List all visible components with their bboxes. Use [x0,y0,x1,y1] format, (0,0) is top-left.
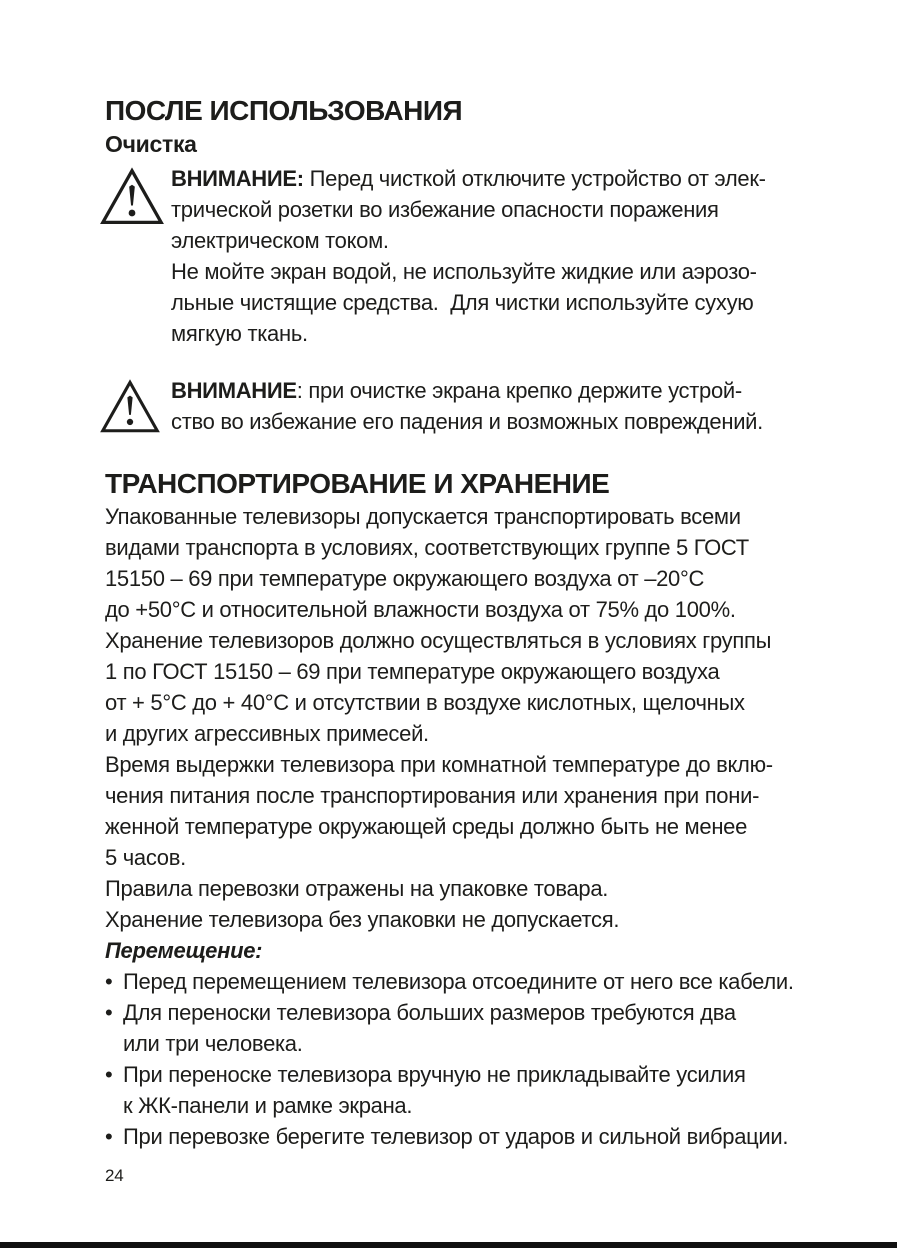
bullet-line: При переноске телевизора вручную не прикладывайте усилия [123,1062,746,1087]
section-transport-storage [105,467,815,1152]
list-item [105,1059,815,1121]
paragraph-line: Хранение телевизора без упаковки не допускается. [105,907,620,932]
movement-bullet-list [105,966,815,1152]
paragraph-line: 5 часов. [105,845,186,870]
bullet-line: или три человека. [123,1031,303,1056]
bullet-line: к ЖК-панели и рамке экрана. [123,1093,413,1118]
movement-subtitle: Перемещение: [105,938,263,963]
warning-line: Не мойте экран водой, не используйте жидкие или аэрозо- [171,259,757,284]
bullet-icon: • [105,1000,113,1025]
manual-page-content [105,94,815,1152]
subsection-title-cleaning: Очистка [105,131,197,157]
warning-line: льные чистящие средства. Для чистки используйте сухую [171,290,754,315]
section-title-transport: ТРАНСПОРТИРОВАНИЕ И ХРАНЕНИЕ [105,468,610,499]
paragraph-line: и других агрессивных примесей. [105,721,429,746]
paragraph-line: Время выдержки телевизора при комнатной температуре до вклю- [105,752,773,777]
bullet-icon: • [105,1062,113,1087]
warning-label: ВНИМАНИЕ: [171,166,304,191]
paragraph-line: до +50°С и относительной влажности воздуха от 75% до 100%. [105,597,736,622]
warning-triangle-icon [99,375,171,436]
warning-block-1 [105,163,815,349]
warning-line: Перед чисткой отключите устройство от элек- [303,166,766,191]
warning-label: ВНИМАНИЕ [171,378,297,403]
list-item [105,966,815,997]
warning-block-2 [105,375,815,437]
paragraph-line: женной температуре окружающей среды должно быть не менее [105,814,748,839]
paragraph-line: от + 5°С до + 40°С и отсутствии в воздухе кислотных, щелочных [105,690,745,715]
paragraph-line: чения питания после транспортирования или хранения при пони- [105,783,760,808]
paragraph-line: Хранение телевизоров должно осуществляться в условиях группы [105,628,772,653]
list-item [105,1121,815,1152]
warning-text-2 [171,375,815,437]
list-item [105,997,815,1059]
bullet-line: Перед перемещением телевизора отсоедините от него все кабели. [123,969,794,994]
paragraph-line: видами транспорта в условиях, соответствующих группе 5 ГОСТ [105,535,749,560]
page-number: 24 [105,1166,124,1185]
warning-line: ство во избежание его падения и возможных повреждений. [171,409,763,434]
page-edge-bar [0,1242,897,1248]
bullet-line: При перевозке берегите телевизор от ударов и сильной вибрации. [123,1124,789,1149]
transport-paragraph [105,501,815,935]
warning-line: мягкую ткань. [171,321,308,346]
warning-triangle-icon [99,163,171,228]
bullet-icon: • [105,1124,113,1149]
paragraph-line: 15150 – 69 при температуре окружающего воздуха от –20°С [105,566,705,591]
warning-line: : при очистке экрана крепко держите устрой- [296,378,742,403]
paragraph-line: Правила перевозки отражены на упаковке товара. [105,876,609,901]
warning-line: электрическом током. [171,228,389,253]
bullet-line: Для переноски телевизора больших размеров требуются два [123,1000,736,1025]
warning-line: трической розетки во избежание опасности поражения [171,197,719,222]
bullet-icon: • [105,969,113,994]
paragraph-line: 1 по ГОСТ 15150 – 69 при температуре окружающего воздуха [105,659,720,684]
section-title-after-use: ПОСЛЕ ИСПОЛЬЗОВАНИЯ [105,95,463,126]
paragraph-line: Упакованные телевизоры допускается транспортировать всеми [105,504,741,529]
warning-text-1 [171,163,815,349]
